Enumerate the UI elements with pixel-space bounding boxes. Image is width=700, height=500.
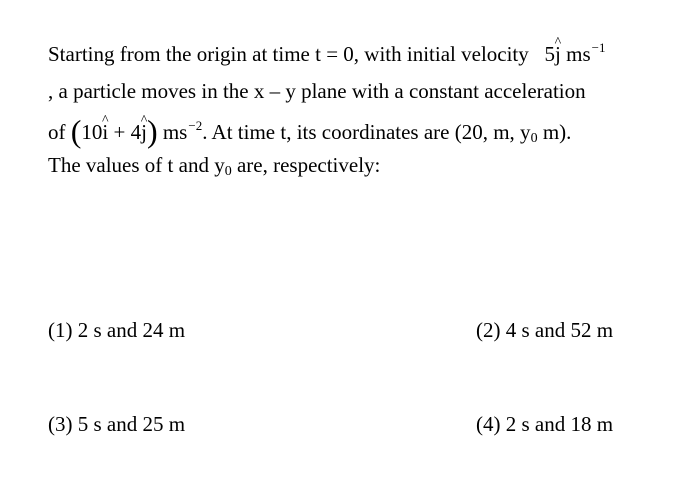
option-1[interactable]: (1) 2 s and 24 m <box>48 318 186 342</box>
accel-term1-vector: i ^ <box>102 114 108 151</box>
y-subscript: 0 <box>530 131 538 146</box>
question-line-3-end: m). <box>537 120 572 144</box>
option-3[interactable]: (3) 5 s and 25 m <box>48 412 186 436</box>
option-2[interactable]: (2) 4 s and 52 m <box>476 318 614 342</box>
question-line-3 <box>48 110 660 147</box>
question-line-3-text: . At time t, its coordinates are (20, m, y <box>202 120 531 144</box>
question-line-4-end: are, respectively: <box>231 153 381 177</box>
question-text <box>48 36 660 184</box>
y-subscript-2: 0 <box>224 164 232 179</box>
question-line-2-text: , a particle moves in the x – y plane with a constant acceleration <box>48 79 586 103</box>
question-line-3-prefix: of <box>48 120 66 144</box>
velocity-exponent: −1 <box>591 40 606 55</box>
left-paren: ( <box>70 113 82 149</box>
accel-term2-coeff: 4 <box>130 120 142 144</box>
right-paren: ) <box>146 113 158 149</box>
option-4[interactable]: (4) 2 s and 18 m <box>476 412 614 436</box>
plus-sign: + <box>113 120 126 144</box>
accel-exponent: −2 <box>188 118 203 133</box>
question-line-4 <box>48 147 660 184</box>
velocity-coefficient: 5 <box>544 42 556 66</box>
question-line-1-text: Starting from the origin at time t = 0, with initial velocity <box>48 42 529 66</box>
accel-term1-coeff: 10 <box>81 120 103 144</box>
velocity-unit: ms <box>566 42 591 66</box>
velocity-unit-vector: j ^ <box>555 36 561 73</box>
question-line-4-text: The values of t and y <box>48 153 225 177</box>
accel-unit: ms <box>162 120 188 144</box>
question-line-1 <box>48 36 660 73</box>
accel-term2-vector: j ^ <box>141 114 147 151</box>
